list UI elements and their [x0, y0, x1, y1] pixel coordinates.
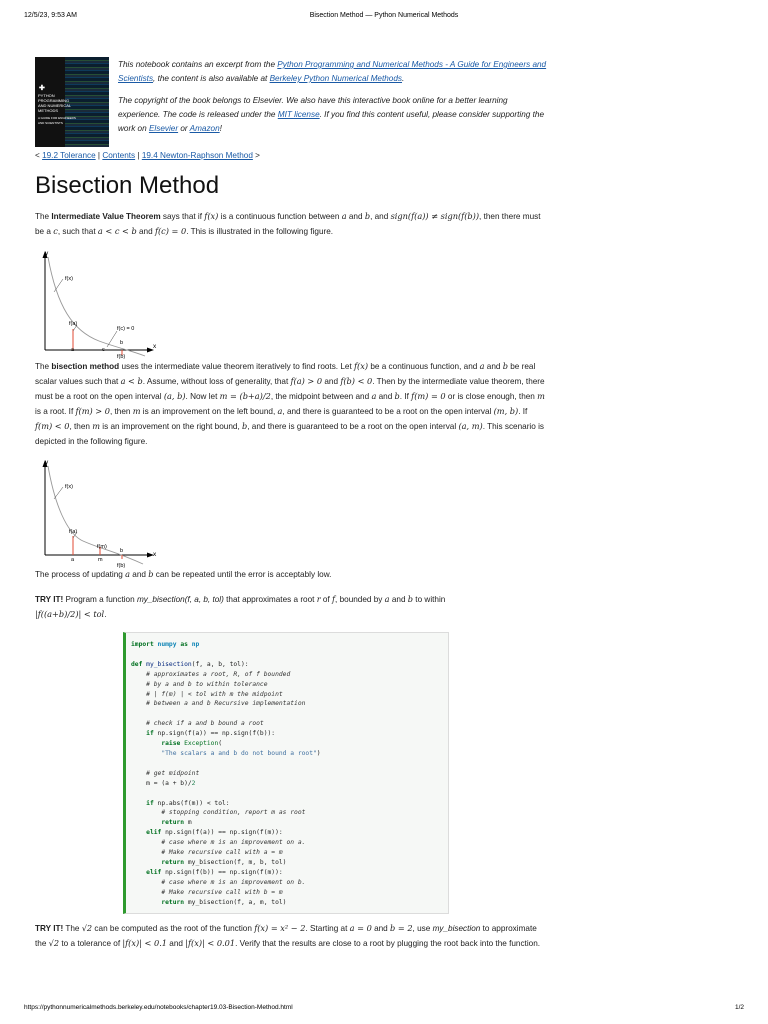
- contents-link[interactable]: Contents: [102, 151, 136, 160]
- footer-url: https://pythonnumericalmethods.berkeley.edu/notebooks/chapter19.03-Bisection-Method.html: [24, 1004, 293, 1011]
- fx-label: f(x): [65, 276, 73, 282]
- print-footer: [24, 1004, 744, 1016]
- tryit-program-paragraph: TRY IT! Program a function my_bisection(f, a, b, tol) that approximates a root r of f, bounded by a and b to within |f((a+b)/2)| < tol.: [35, 594, 446, 619]
- cover-title: PYTHON PROGRAMMING AND NUMERICAL METHODS A GUIDE FOR ENGINEERS AND SCIENTISTS: [38, 93, 76, 125]
- code-cell[interactable]: [123, 632, 449, 914]
- ivt-paragraph: The Intermediate Value Theorem says that if f(x) is a continuous function between a and b, and sign(f(a)) ≠ sign(f(b)), then there must be a c, such that a < c < b and f(c) = 0. This is illustrated in the following figure.: [35, 211, 541, 236]
- fb-label: f(b): [117, 354, 126, 360]
- fc-label: f(c) = 0: [117, 326, 135, 332]
- b-tick-label: b: [120, 548, 124, 554]
- elsevier-link[interactable]: Elsevier: [148, 124, 179, 133]
- chapter-navigation: < 19.2 Tolerance | Contents | 19.4 Newton-Raphson Method >: [35, 151, 260, 160]
- print-datetime: 12/5/23, 9:53 AM: [24, 12, 77, 19]
- berkeley-link[interactable]: Berkeley Python Numerical Methods: [269, 74, 403, 83]
- c-tick-label: c: [102, 347, 105, 353]
- mit-license-link[interactable]: MIT license: [277, 110, 320, 119]
- y-axis-label: y: [45, 250, 49, 257]
- fx-curve: [48, 466, 143, 564]
- a-tick-label: a: [71, 557, 75, 563]
- y-axis-label: y: [45, 459, 49, 466]
- fx-label: f(x): [65, 484, 73, 490]
- bisection-paragraph: The bisection method uses the intermediate value theorem iteratively to find roots. Let f(x) be a continuous function, and a and b be real scalar values such that a < b. Assume, without loss of generality, that f(a) > 0 and f(b) < 0. Then by the intermediate value theorem, there must be a root on the open interval (a, b). Now let m = (b+a)/2, the midpoint between and a and b. If f(m) = 0 or is close enough, then m is a root. If f(m) > 0, then m is an improvement on the left bound, a, and there is guaranteed to be a root on the open interval (m, b). If f(m) < 0, then m is an improvement on the right bound, b, and there is guaranteed to be a root on the open interval (a, m). This scenario is depicted in the following figure.: [35, 361, 545, 446]
- book-cover-image: [35, 57, 109, 147]
- x-axis-label: x: [153, 343, 157, 350]
- intro-notice: [118, 58, 548, 144]
- footer-page-number: 1/2: [734, 1004, 744, 1011]
- next-chapter-link[interactable]: 19.4 Newton-Raphson Method: [141, 151, 253, 160]
- amazon-link[interactable]: Amazon: [189, 124, 220, 133]
- repeat-paragraph: The process of updating a and b can be repeated until the error is acceptably low.: [35, 569, 332, 579]
- bisection-figure: [33, 456, 163, 569]
- cover-logo-icon: ✚: [39, 85, 45, 92]
- fx-curve: [48, 257, 145, 356]
- code-listing: import numpy as np def my_bisection(f, a, b, tol): # approximates a root, R, of f bounded # by a and b to within tolerance # | f(m) | < tol with m the midpoint # between a and b Recursive implementation # check if a and b bound a root if np.sign(f(a)) == np.sign(f(b)): raise Exception( "The scalars a and b do not bound a root") # get midpoint m = (a + b)/2 if np.abs(f(m)) < tol: # stopping condition, report m as root return m elif np.sign(f(a)) == np.sign(f(m)): # case where m is an improvement on a. # Make recursive call with a = m return my_bisection(f, m, b, tol) elif np.sign(f(b)) == np.sign(f(m)): # case where m is an improvement on b. # Make recursive call with b = m return my_bisection(f, a, m, tol): [131, 641, 321, 906]
- book-link[interactable]: Python Programming and Numerical Methods - A Guide for Engineers and Scientists: [118, 60, 547, 83]
- fa-label: f(a): [69, 529, 78, 535]
- ivt-figure: [33, 247, 163, 360]
- intro-copyright-paragraph: The copyright of the book belongs to Elsevier. We also have this interactive book online for a better learning experience. The code is released under the MIT license. If you find this content useful, please consider supporting the work on Elsevier or Amazon!: [118, 96, 545, 133]
- page-title: Bisection Method: [35, 172, 220, 199]
- fx-pointer: [54, 279, 63, 292]
- b-tick-label: b: [120, 340, 124, 346]
- fa-label: f(a): [69, 321, 78, 327]
- fm-label: f(m): [97, 544, 107, 550]
- m-tick-label: m: [98, 557, 103, 563]
- fx-pointer: [54, 487, 63, 499]
- tryit-sqrt2-paragraph: TRY IT! The √2 can be computed as the root of the function f(x) = x² − 2. Starting at a = 0 and b = 2, use my_bisection to approximate the √2 to a tolerance of |f(x)| < 0.1 and |f(x)| < 0.01. Verify that the results are close to a root by plugging the root back into the function.: [35, 923, 541, 948]
- prev-chapter-link[interactable]: 19.2 Tolerance: [42, 151, 96, 160]
- intro-excerpt-paragraph: This notebook contains an excerpt from the Python Programming and Numerical Methods - A Guide for Engineers and Scientists, the content is also available at Berkeley Python Numerical Methods.: [118, 60, 547, 83]
- fb-label: f(b): [117, 563, 126, 569]
- a-tick-label: a: [71, 347, 75, 353]
- print-header: [24, 12, 744, 24]
- fc-pointer: [107, 331, 117, 347]
- print-title: Bisection Method — Python Numerical Methods: [309, 12, 459, 19]
- x-axis-label: x: [153, 551, 157, 558]
